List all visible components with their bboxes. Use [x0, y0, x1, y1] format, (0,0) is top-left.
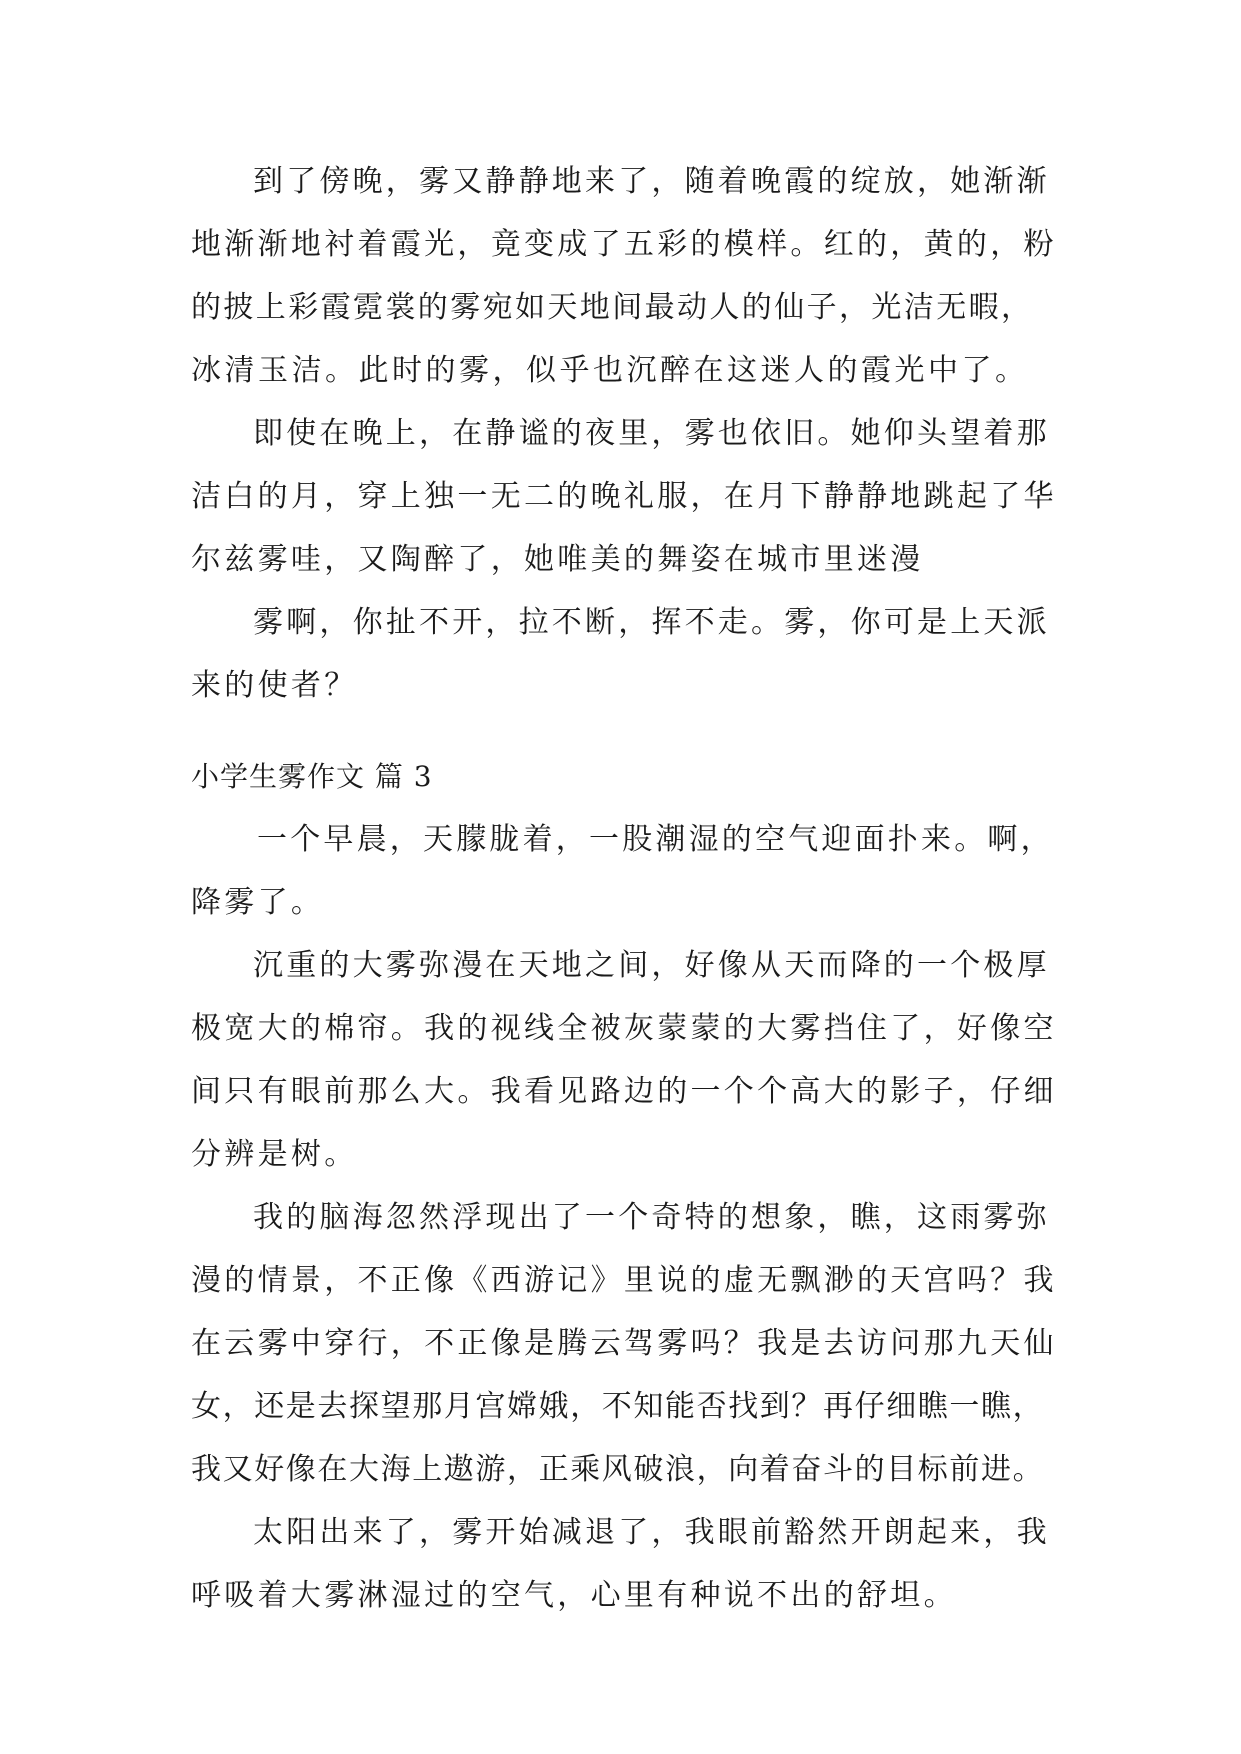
paragraph-line: 太阳出来了，雾开始减退了，我眼前豁然开朗起来，我 — [253, 1515, 1050, 1550]
paragraph-line: 的披上彩霞霓裳的雾宛如天地间最动人的仙子，光洁无暇， — [191, 290, 1034, 325]
paragraph-line: 尔兹雾哇，又陶醉了，她唯美的舞姿在城市里迷漫 — [191, 542, 924, 577]
paragraph-line: 间只有眼前那么大。我看见路边的一个个高大的影子，仔细 — [191, 1074, 1057, 1109]
paragraph-line: 冰清玉洁。此时的雾，似乎也沉醉在这迷人的霞光中了。 — [191, 353, 1029, 388]
paragraph-line: 洁白的月，穿上独一无二的晚礼服，在月下静静地跳起了华 — [191, 479, 1057, 514]
paragraph-line: 极宽大的棉帘。我的视线全被灰蒙蒙的大雾挡住了，好像空 — [191, 1011, 1057, 1046]
paragraph-line: 女，还是去探望那月宫嫦娥，不知能否找到？再仔细瞧一瞧， — [191, 1389, 1045, 1424]
paragraph-line: 我又好像在大海上遨游，正乘风破浪，向着奋斗的目标前进。 — [191, 1452, 1045, 1487]
paragraph-line: 在云雾中穿行，不正像是腾云驾雾吗？我是去访问那九天仙 — [191, 1326, 1057, 1361]
paragraph-line: 到了傍晚，雾又静静地来了，随着晚霞的绽放，她渐渐 — [253, 164, 1050, 199]
paragraph-line: 漫的情景，不正像《西游记》里说的虚无飘渺的天宫吗？我 — [191, 1263, 1057, 1298]
paragraph-line: 降雾了。 — [191, 885, 325, 920]
paragraph-line: 雾啊，你扯不开，拉不断，挥不走。雾，你可是上天派 — [253, 605, 1050, 640]
paragraph-line: 一个早晨，天朦胧着，一股潮湿的空气迎面扑来。啊， — [257, 822, 1054, 857]
paragraph-line: 地渐渐地衬着霞光，竟变成了五彩的模样。红的，黄的，粉 — [191, 227, 1057, 262]
section-heading: 小学生雾作文 篇 3 — [191, 760, 433, 793]
paragraph-line: 分辨是树。 — [191, 1137, 358, 1172]
paragraph-line: 沉重的大雾弥漫在天地之间，好像从天而降的一个极厚 — [253, 948, 1050, 983]
paragraph-line: 来的使者？ — [191, 668, 358, 703]
paragraph-line: 呼吸着大雾淋湿过的空气，心里有种说不出的舒坦。 — [191, 1578, 957, 1613]
paragraph-line: 我的脑海忽然浮现出了一个奇特的想象，瞧，这雨雾弥 — [253, 1200, 1050, 1235]
paragraph-line: 即使在晚上，在静谧的夜里，雾也依旧。她仰头望着那 — [253, 416, 1050, 451]
